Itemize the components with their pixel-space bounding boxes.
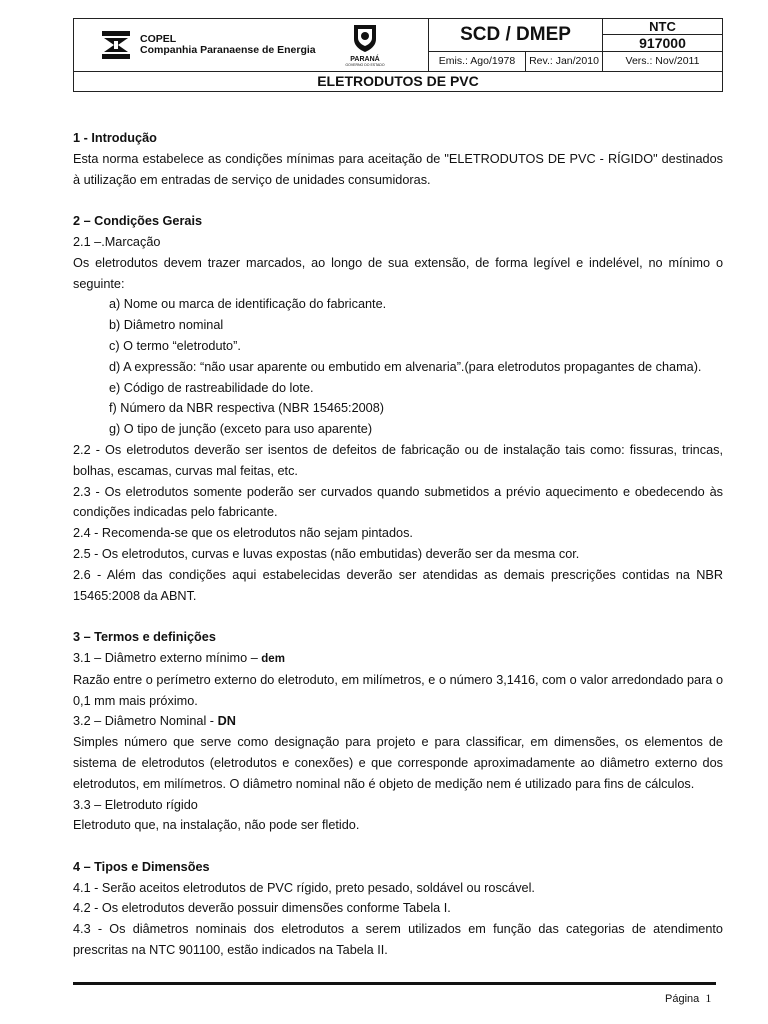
subsection-2-1-text: Os eletrodutos devem trazer marcados, ao longo de sua extensão, de forma legível e indelével, no mínimo o seguinte: (73, 255, 723, 291)
page-number-value: 1 (705, 991, 712, 1005)
ntc-number: 917000 (639, 35, 686, 51)
paragraph-2-2: 2.2 - Os eletrodutos deverão ser isentos de defeitos de fabricação ou de instalação tais como: fissuras, trincas, bolhas, escamas, curvas mal feitas, etc. (73, 442, 723, 478)
term-3-2-abbr: DN (217, 714, 236, 729)
version-date: Vers.: Nov/2011 (625, 55, 700, 67)
page-number (665, 991, 711, 1006)
paragraph-4-1: 4.1 - Serão aceitos eletrodutos de PVC rígido, preto pesado, soldável ou roscável. (73, 880, 535, 895)
document-header (73, 18, 723, 92)
term-3-1-title: 3.1 – Diâmetro externo mínimo – (73, 650, 262, 665)
term-3-1-text: Razão entre o perímetro externo do eletroduto, em milímetros, e o número 3,1416, com o valor arredondado para o 0,1 mm mais próximo. (73, 672, 723, 708)
logo-cell (74, 19, 429, 71)
term-3-2-text: Simples número que serve como designação para projeto e para classificar, em dimensões, os elementos de sistema de eletrodutos (eletrodutos e conexões) e que corresponde aproximadamente ao diâmetro externo dos eletrodutos, em milímetros. O diâmetro nominal não é objeto de medição nem é utilizado para fins de cálculos. (73, 735, 723, 791)
state-logo-sub: GOVERNO DO ESTADO (345, 63, 385, 67)
emission-date: Emis.: Ago/1978 (429, 52, 526, 71)
paragraph-2-6: 2.6 - Além das condições aqui estabelecidas deverão ser atendidas as demais prescrições contidas na NBR 15465:2008 da ABNT. (73, 567, 723, 603)
section-1-text: Esta norma estabelece as condições mínimas para aceitação de "ELETRODUTOS DE PVC - RÍGIDO" destinados à utilização em entradas de serviço de unidades consumidoras. (73, 151, 723, 187)
ntc-cell (603, 19, 722, 52)
ntc-label: NTC (603, 19, 722, 35)
department-code: SCD / DMEP (429, 19, 603, 52)
paragraph-2-3: 2.3 - Os eletrodutos somente poderão ser curvados quando submetidos a prévio aquecimento e obedecendo às condições indicadas pelo fabricante. (73, 484, 723, 520)
section-4-heading: 4 – Tipos e Dimensões (73, 859, 210, 874)
term-3-2-title: 3.2 – Diâmetro Nominal - (73, 714, 218, 729)
copel-name (140, 34, 316, 56)
parana-logo (344, 23, 386, 67)
state-coat-of-arms-icon (352, 23, 378, 53)
paragraph-2-4: 2.4 - Recomenda-se que os eletrodutos não sejam pintados. (73, 526, 413, 541)
section-3-heading: 3 – Termos e definições (73, 630, 216, 645)
list-item: c) O termo “eletroduto”. (109, 338, 241, 353)
term-3-2 (73, 711, 723, 732)
section-1-heading: 1 - Introdução (73, 131, 157, 145)
page-label: Página (665, 993, 700, 1005)
subsection-2-1: 2.1 –.Marcação (73, 234, 161, 249)
document-title: ELETRODUTOS DE PVC (74, 71, 722, 91)
paragraph-4-3: 4.3 - Os diâmetros nominais dos eletrodutos a serem utilizados em função das categorias de atendimento prescritas na NTC 901100, estão indicados na Tabela II. (73, 922, 723, 958)
copel-logo-icon (100, 29, 132, 61)
list-item: g) O tipo de junção (exceto para uso aparente) (109, 422, 373, 437)
state-logo-text: PARANÁ (350, 56, 380, 63)
list-item: f) Número da NBR respectiva (NBR 15465:2008) (109, 401, 385, 416)
footer-rule (73, 982, 716, 985)
company-short: COPEL (140, 33, 177, 45)
term-3-3: 3.3 – Eletroduto rígido (73, 797, 198, 812)
list-item: e) Código de rastreabilidade do lote. (109, 380, 314, 395)
revision-date: Rev.: Jan/2010 (526, 52, 603, 71)
dates-row (429, 52, 722, 71)
document-body (73, 128, 723, 961)
paragraph-4-2: 4.2 - Os eletrodutos deverão possuir dimensões conforme Tabela I. (73, 901, 451, 916)
term-3-1 (73, 648, 723, 670)
company-full: Companhia Paranaense de Energia (140, 44, 316, 56)
term-3-1-abbr: dem (261, 652, 285, 665)
term-3-3-text: Eletroduto que, na instalação, não pode ser fletido. (73, 818, 360, 833)
list-item: b) Diâmetro nominal (109, 318, 224, 333)
section-2-heading: 2 – Condições Gerais (73, 214, 203, 229)
list-item: d) A expressão: “não usar aparente ou embutido em alvenaria”.(para eletrodutos propagantes de chama). (109, 359, 702, 374)
list-item: a) Nome ou marca de identificação do fabricante. (109, 297, 387, 312)
paragraph-2-5: 2.5 - Os eletrodutos, curvas e luvas expostas (não embutidas) deverão ser da mesma cor. (73, 546, 580, 561)
